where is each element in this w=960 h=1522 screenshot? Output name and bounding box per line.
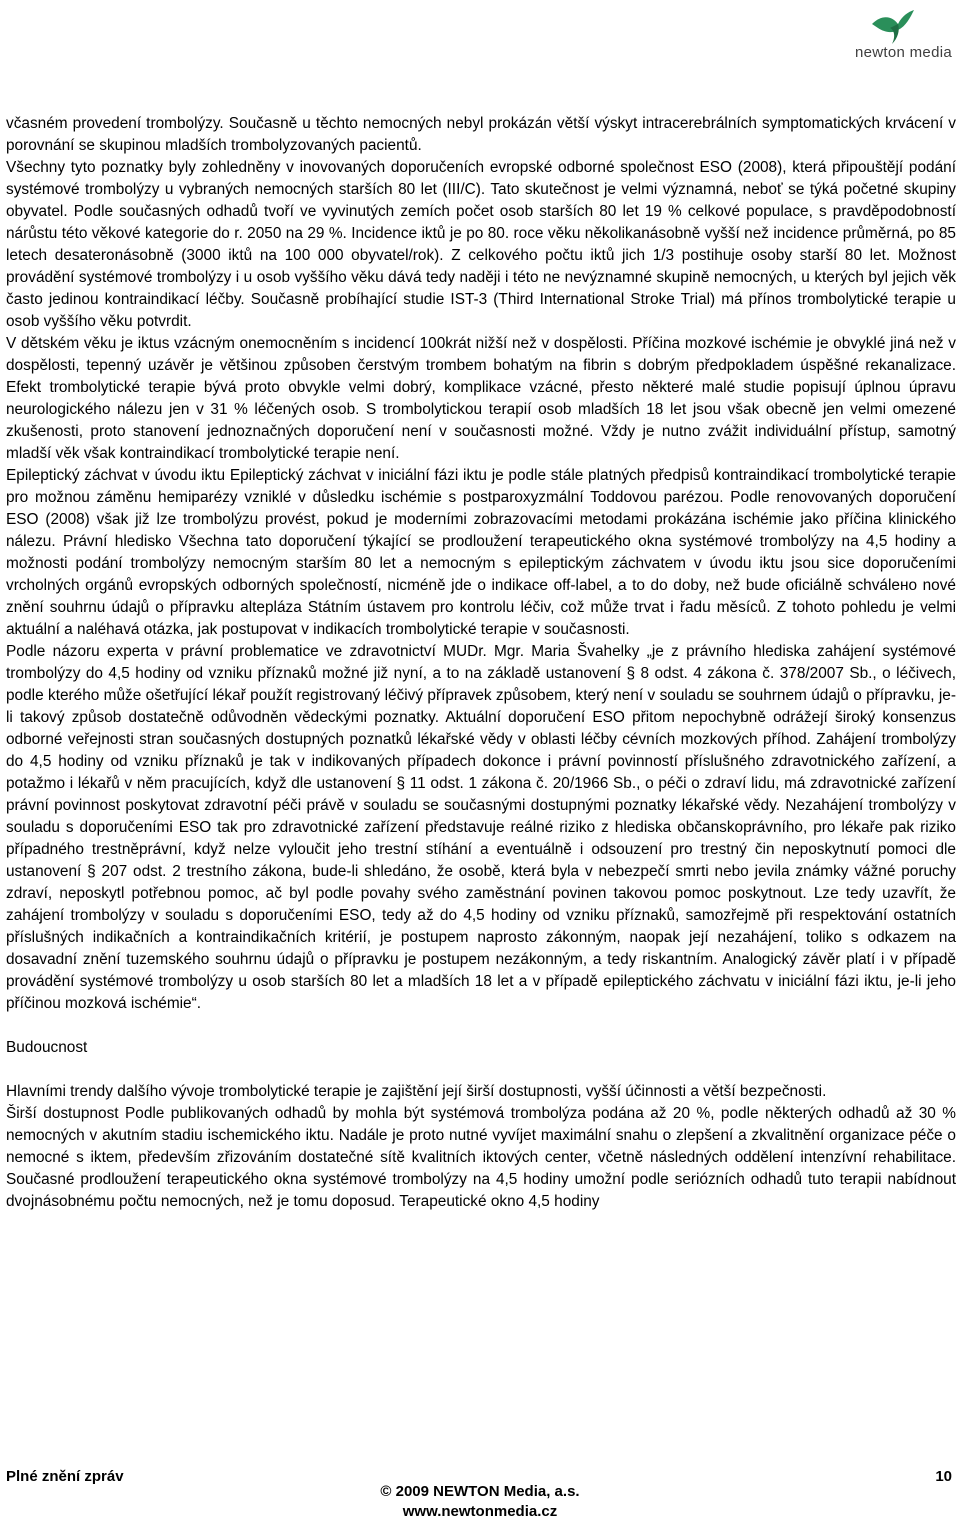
section-heading: Budoucnost bbox=[6, 1039, 88, 1056]
paragraph: včasném provedení trombolýzy. Současně u těchto nemocných nebyl prokázán větší výskyt intracerebrálních symptomatických krvácení v porovnání se skupinou mladších trombolyzovaných pacientů. bbox=[6, 115, 956, 154]
footer-copyright: © 2009 NEWTON Media, a.s. bbox=[380, 1483, 580, 1500]
paragraph: V dětském věku je iktus vzácným onemocněním s incidencí 100krát nižší než v dospělosti. Příčina mozkové ischémie je obvyklé jiná než v dospělosti, tepenný uzávěr je většinou způsoben čerstvým trombem bohatým na fibrin s dobrým předpokladem úspěšné rekanalizace. Efekt trombolytické terapie bývá proto obvykle velmi dobrý, komplikace vzácné, přesto některé malé studie popisují úplnou úpravu neurologického nálezu jen v 31 % léčených osob. S trombolytickou terapií osob mladších 18 let jsou však obecně jen velmi omezené zkušenosti, proto stanovení jednoznačných doporučení není v současnosti možné. Vždy je nutno zvážit individuální přístup, samotný mladší věk však kontraindikací trombolytické terapie není. bbox=[6, 335, 956, 462]
paragraph: Hlavními trendy dalšího vývoje trombolytické terapie je zajištění její širší dostupnosti, vyšší účinnosti a větší bezpečnosti. bbox=[6, 1083, 827, 1100]
page-number: 10 bbox=[935, 1468, 952, 1485]
paragraph: Všechny tyto poznatky byly zohledněny v inovovaných doporučeních evropské odborné společnost ESO (2008), která připouštějí podání systémové trombolýzy u vybraných nemocných starších 80 let (III/C). Tato skutečnost je velmi významná, neboť se týká početné skupiny obyvatel. Podle současných odhadů tvoří ve vyvinutých zemích počet osob starších 80 let 19 % celkové populace, s pravděpodobností nárůstu této věkové kategorie do r. 2050 na 29 %. Incidence iktů je po 80. roce věku několikanásobně vyšší než incidence průměrná, po 85 letech desateronásobně (3000 iktů na 100 000 obyvatel/rok). Z celkového počtu iktů jich 1/3 postihuje osoby starší 80 let. Možnost provádění systémové trombolýzy i u osob vyššího věku dává tedy naději i této ne nevýznamné skupině nemocných, u kterých byl jejich věk často jedinou kontraindikací léčby. Současně probíhající studie IST-3 (Third International Stroke Trial) má přínos trombolytické terapie u osob vyššího věku potvrdit. bbox=[6, 159, 956, 330]
footer-copyright-block bbox=[0, 1482, 960, 1522]
bird-logo-icon bbox=[868, 6, 916, 46]
footer-source-label: Plné znění zpráv bbox=[6, 1468, 124, 1485]
paragraph: Širší dostupnost Podle publikovaných odhadů by mohla být systémová trombolýza podána až 20 %, podle některých odhadů až 30 % nemocných v akutním stadiu ischemického iktu. Nadále je proto nutné vyvíjet maximální snahu o zlepšení a zkvalitnění organizace péče o nemocné s iktem, především zřizováním dostatečné sítě kvalitních iktových center, včetně následných oddělení intenzívní rehabilitace. Současné prodloužení terapeutického okna systémové trombolýzy na 4,5 hodiny umožní podle seriózních odhadů tuto terapii nabídnout dvojnásobnému počtu nemocných, než je tomu doposud. Terapeutické okno 4,5 hodiny bbox=[6, 1105, 956, 1210]
paragraph: Podle názoru experta v právní problematice ve zdravotnictví MUDr. Mgr. Maria Švahelky „je z právního hlediska zahájení systémové trombolýzy do 4,5 hodiny od vzniku příznaků možné již nyní, a to na základě ustanovení § 8 odst. 4 zákona č. 378/2007 Sb., o léčivech, podle kterého může ošetřující lékař použít registrovaný léčivý přípravek způsobem, který není v souladu se souhrnem údajů o přípravku, je-li takový způsob dostatečně odůvodněn vědeckými poznatky. Aktuální doporučení ESO přitom nepochybně odrážejí široký konsenzus odborné veřejnosti stran současných dostupných poznatků lékařské vědy v oblasti léčby cévních mozkových příhod. Zahájení trombolýzy do 4,5 hodiny od vzniku příznaků je tak v indikovaných případech dokonce i právní povinností příslušného zdravotnického zařízení, a potažmo i lékařů v něm pracujících, když dle ustanovení § 11 odst. 1 zákona č. 20/1966 Sb., o péči o zdraví lidu, má zdravotnické zařízení právní povinnost poskytovat zdravotní péči právě v souladu se současnými dostupnými poznatky lékařské vědy. Nezahájení trombolýzy v souladu s doporučeními ESO tak pro zdravotnické zařízení představuje reálné riziko z hlediska občanskoprávního, pro lékaře pak riziko případného trestněprávní, když nelze vyloučit jeho trestní stíhání a eventuálně i odsouzení pro trestný čin neposkytnutí pomoci dle ustanovení § 207 odst. 2 trestního zákona, bude-li shledáno, že osobě, která byla v nebezpečí smrti nebo jevila známky vážné poruchy zdraví, neposkytl potřebnou pomoc, ač byl podle povahy svého zaměstnání povinen takovou pomoc poskytnout. Lze tedy uzavřít, že zahájení trombolýzy v souladu s doporučeními ESO, tedy až do 4,5 hodiny od vzniku příznaků, samozřejmě při respektování ostatních příslušných indikačních a kontraindikačních kritérií, je postupem naprosto zákonným, naopak její nezahájení, toliko s odkazem na dosavadní znění tuzemského souhrnu údajů o přípravku je postupem nezákonným, a tedy riskantním. Analogický závěr platí i v případě provádění systémové trombolýzy u osob starších 80 let a mladších 18 let a v případě epileptického záchvatu v iniciální fázi iktu, je-li jeho příčinou mozková ischémie“. bbox=[6, 643, 956, 1012]
newton-media-logo bbox=[832, 6, 952, 64]
footer-url: www.newtonmedia.cz bbox=[402, 1503, 558, 1520]
article-body bbox=[6, 113, 956, 1213]
paragraph: Epileptický záchvat v úvodu iktu Epileptický záchvat v iniciální fázi iktu je podle stále platných předpisů kontraindikací trombolytické terapie pro možnou záměnu hemiparézy vzniklé v důsledku ischémie s postparoxyzmální Toddovou parézou. Podle renovovaných doporučení ESO (2008) však již lze trombolýzu provést, pokud je moderními zobrazovacími metodami prokázána ischémie jako příčina klinického nálezu. Právní hledisko Všechna tato doporučení týkající se prodloužení terapeutického okna systémové trombolýzy na 4,5 hodiny a možnosti podání trombolýzy nemocným starším 80 let a nemocným s epileptickým záchvatem v úvodu iktu jsou sice doporučeními vrcholných orgánů evropských odborných společností, nicméně jde o indikace off-label, a to do doby, než bude oficiálně schválено nové znění souhrnu údajů o přípravku altepláza Státním ústavem pro kontrolu léčiv, což může trvat i řadu měsíců. Z tohoto pohledu je velmi aktuální a naléhavá otázka, jak postupovat v indikacích trombolytické terapie v současnosti. bbox=[6, 467, 956, 638]
logo-text: newton media bbox=[855, 44, 952, 61]
